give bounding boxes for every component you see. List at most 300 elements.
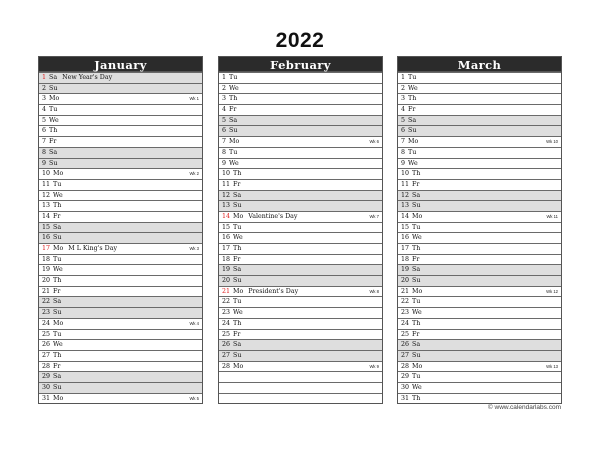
day-of-week: Su xyxy=(233,351,242,359)
day-number: 3 xyxy=(401,95,406,103)
day-row xyxy=(39,147,202,158)
holiday-label: President's Day xyxy=(248,287,299,295)
day-number: 28 xyxy=(222,362,231,370)
day-row xyxy=(39,329,202,340)
day-number: 4 xyxy=(42,106,47,114)
day-of-week: Su xyxy=(49,84,58,92)
day-number: 12 xyxy=(222,191,231,199)
day-list xyxy=(397,72,562,404)
day-row xyxy=(39,222,202,233)
day-of-week: Th xyxy=(412,170,421,178)
day-row xyxy=(398,115,561,126)
day-number: 10 xyxy=(42,170,51,178)
day-number: 15 xyxy=(222,223,231,231)
day-row xyxy=(398,158,561,169)
day-of-week: Fr xyxy=(53,362,61,370)
day-number: 1 xyxy=(42,74,47,81)
day-number: 1 xyxy=(222,74,227,81)
day-row xyxy=(39,168,202,179)
day-of-week: Fr xyxy=(49,138,57,146)
day-row xyxy=(39,243,202,254)
day-row xyxy=(39,382,202,393)
day-of-week: Tu xyxy=(233,223,242,231)
day-number: 17 xyxy=(42,245,51,252)
day-number: 7 xyxy=(401,138,406,146)
day-number: 8 xyxy=(42,148,47,156)
day-of-week: Su xyxy=(412,351,421,359)
month-january xyxy=(38,56,203,404)
week-number: Wk 12 xyxy=(546,288,558,294)
day-of-week: Su xyxy=(233,202,242,210)
day-number: 12 xyxy=(401,191,410,199)
day-of-week: Sa xyxy=(49,74,58,81)
week-number: Wk 5 xyxy=(189,395,199,401)
day-of-week: We xyxy=(412,309,422,317)
day-number: 11 xyxy=(401,180,410,188)
day-row xyxy=(398,200,561,211)
day-of-week: Fr xyxy=(408,106,416,114)
day-of-week: Mo xyxy=(49,95,60,103)
day-number: 23 xyxy=(222,309,231,317)
day-row xyxy=(39,393,202,404)
day-number: 19 xyxy=(401,266,410,274)
day-of-week: Tu xyxy=(229,74,238,81)
day-row xyxy=(219,147,382,158)
day-of-week: Su xyxy=(408,127,417,135)
day-number: 14 xyxy=(222,212,231,220)
day-of-week: We xyxy=(233,234,243,242)
day-row xyxy=(398,83,561,94)
day-of-week: Tu xyxy=(229,148,238,156)
day-of-week: Tu xyxy=(412,223,421,231)
day-of-week: Su xyxy=(412,277,421,285)
day-number: 26 xyxy=(401,341,410,349)
day-number: 22 xyxy=(222,298,231,306)
day-row xyxy=(39,318,202,329)
holiday-label: New Year's Day xyxy=(62,74,113,81)
day-number: 8 xyxy=(222,148,227,156)
day-row xyxy=(398,136,561,147)
week-number: Wk 3 xyxy=(189,246,199,251)
day-row xyxy=(219,243,382,254)
day-of-week: Tu xyxy=(53,180,62,188)
day-row xyxy=(398,190,561,201)
day-of-week: Sa xyxy=(412,266,421,274)
day-number: 18 xyxy=(42,255,51,263)
day-of-week: Tu xyxy=(408,148,417,156)
day-row xyxy=(219,318,382,329)
day-row xyxy=(39,232,202,243)
day-number: 20 xyxy=(401,277,410,285)
day-of-week: Th xyxy=(412,245,421,252)
day-number: 31 xyxy=(401,394,410,402)
day-of-week: Su xyxy=(233,277,242,285)
day-of-week: We xyxy=(233,309,243,317)
day-row xyxy=(398,104,561,115)
day-row xyxy=(219,275,382,286)
day-row xyxy=(39,125,202,136)
day-row xyxy=(219,83,382,94)
day-of-week: Mo xyxy=(53,394,64,402)
day-number: 19 xyxy=(222,266,231,274)
day-number: 29 xyxy=(42,373,51,381)
day-row xyxy=(39,264,202,275)
day-of-week: We xyxy=(53,341,63,349)
month-march xyxy=(397,56,562,404)
day-of-week: Fr xyxy=(233,180,241,188)
day-of-week: Mo xyxy=(53,319,64,327)
day-of-week: Th xyxy=(412,319,421,327)
day-row xyxy=(219,361,382,372)
day-row xyxy=(39,275,202,286)
day-row xyxy=(219,264,382,275)
day-row xyxy=(398,72,561,83)
day-row xyxy=(39,158,202,169)
day-number: 21 xyxy=(222,287,231,295)
day-number: 22 xyxy=(42,298,51,306)
holiday-label: Valentine's Day xyxy=(248,212,298,220)
month-february xyxy=(218,56,383,404)
day-of-week: We xyxy=(412,383,422,391)
day-of-week: Tu xyxy=(49,106,58,114)
day-row xyxy=(219,350,382,361)
day-of-week: Mo xyxy=(233,362,244,370)
day-of-week: We xyxy=(53,266,63,274)
day-number: 14 xyxy=(401,212,410,220)
day-number: 5 xyxy=(401,116,406,124)
month-header: February xyxy=(218,56,383,72)
day-row xyxy=(398,275,561,286)
day-row xyxy=(398,361,561,372)
day-of-week: Tu xyxy=(53,255,62,263)
day-of-week: Sa xyxy=(233,341,242,349)
day-number: 6 xyxy=(222,127,227,135)
day-row xyxy=(398,147,561,158)
day-row xyxy=(398,254,561,265)
day-row xyxy=(398,350,561,361)
day-number: 29 xyxy=(401,373,410,381)
day-number: 27 xyxy=(42,351,51,359)
day-of-week: Sa xyxy=(53,298,62,306)
day-row xyxy=(398,222,561,233)
day-of-week: Th xyxy=(53,202,62,210)
day-of-week: Mo xyxy=(412,362,423,370)
day-of-week: Mo xyxy=(53,245,64,252)
day-of-week: Fr xyxy=(233,330,241,338)
day-number: 5 xyxy=(222,116,227,124)
day-number: 5 xyxy=(42,116,47,124)
day-of-week: Mo xyxy=(233,212,244,220)
day-of-week: Mo xyxy=(229,138,240,146)
day-row xyxy=(219,115,382,126)
day-row xyxy=(219,222,382,233)
empty-row xyxy=(219,371,382,382)
day-row xyxy=(219,168,382,179)
day-row xyxy=(398,125,561,136)
day-number: 7 xyxy=(42,138,47,146)
week-number: Wk 9 xyxy=(369,363,379,369)
day-row xyxy=(398,93,561,104)
day-of-week: Su xyxy=(49,159,58,167)
day-number: 11 xyxy=(42,180,51,188)
day-number: 16 xyxy=(222,234,231,242)
day-number: 25 xyxy=(222,330,231,338)
day-row xyxy=(398,296,561,307)
week-number: Wk 8 xyxy=(369,288,379,294)
year-title: 2022 xyxy=(275,29,325,52)
day-of-week: Fr xyxy=(412,180,420,188)
day-of-week: Sa xyxy=(53,223,62,231)
month-header: January xyxy=(38,56,203,72)
day-number: 23 xyxy=(401,309,410,317)
day-number: 17 xyxy=(401,245,410,252)
day-list xyxy=(38,72,203,404)
day-of-week: Tu xyxy=(408,74,417,81)
day-row xyxy=(398,232,561,243)
day-number: 3 xyxy=(42,95,47,103)
day-number: 30 xyxy=(401,383,410,391)
day-number: 12 xyxy=(42,191,51,199)
day-row xyxy=(219,125,382,136)
day-row xyxy=(219,211,382,222)
day-of-week: Th xyxy=(408,95,417,103)
day-number: 16 xyxy=(401,234,410,242)
day-row xyxy=(39,211,202,222)
day-number: 24 xyxy=(42,319,51,327)
day-number: 9 xyxy=(42,159,47,167)
day-row xyxy=(39,190,202,201)
day-row xyxy=(39,350,202,361)
day-of-week: We xyxy=(53,191,63,199)
day-of-week: Th xyxy=(233,245,242,252)
day-number: 13 xyxy=(401,202,410,210)
day-number: 18 xyxy=(401,255,410,263)
day-row xyxy=(398,211,561,222)
day-row xyxy=(39,179,202,190)
day-number: 22 xyxy=(401,298,410,306)
day-number: 26 xyxy=(222,341,231,349)
day-of-week: Fr xyxy=(233,255,241,263)
day-number: 27 xyxy=(401,351,410,359)
month-header: March xyxy=(397,56,562,72)
day-of-week: Tu xyxy=(53,330,62,338)
day-number: 21 xyxy=(42,287,51,295)
day-of-week: Tu xyxy=(233,298,242,306)
week-number: Wk 4 xyxy=(189,320,199,326)
day-number: 20 xyxy=(42,277,51,285)
day-row xyxy=(39,361,202,372)
day-row xyxy=(219,93,382,104)
day-number: 10 xyxy=(222,170,231,178)
day-number: 4 xyxy=(222,106,227,114)
day-of-week: Mo xyxy=(53,170,64,178)
week-number: Wk 10 xyxy=(546,139,558,145)
day-row xyxy=(219,158,382,169)
day-number: 20 xyxy=(222,277,231,285)
day-number: 7 xyxy=(222,138,227,146)
week-number: Wk 7 xyxy=(369,213,379,219)
day-of-week: Tu xyxy=(412,373,421,381)
day-number: 4 xyxy=(401,106,406,114)
day-number: 14 xyxy=(42,212,51,220)
day-of-week: Mo xyxy=(233,287,244,295)
holiday-label: M L King's Day xyxy=(68,245,118,252)
day-of-week: Th xyxy=(53,277,62,285)
day-of-week: Sa xyxy=(408,116,417,124)
week-number: Wk 13 xyxy=(546,363,558,369)
day-number: 10 xyxy=(401,170,410,178)
day-of-week: We xyxy=(408,84,418,92)
day-number: 31 xyxy=(42,394,51,402)
day-row xyxy=(398,318,561,329)
day-number: 27 xyxy=(222,351,231,359)
day-of-week: Sa xyxy=(229,116,238,124)
day-number: 13 xyxy=(42,202,51,210)
week-number: Wk 11 xyxy=(546,213,558,219)
day-number: 6 xyxy=(42,127,47,135)
day-number: 24 xyxy=(222,319,231,327)
day-of-week: Fr xyxy=(53,287,61,295)
day-number: 9 xyxy=(222,159,227,167)
day-of-week: Mo xyxy=(412,287,423,295)
day-number: 25 xyxy=(42,330,51,338)
day-row xyxy=(39,286,202,297)
day-number: 9 xyxy=(401,159,406,167)
day-number: 6 xyxy=(401,127,406,135)
day-row xyxy=(219,254,382,265)
day-number: 28 xyxy=(401,362,410,370)
day-number: 16 xyxy=(42,234,51,242)
day-number: 2 xyxy=(222,84,227,92)
day-of-week: Mo xyxy=(408,138,419,146)
day-row xyxy=(219,307,382,318)
day-number: 30 xyxy=(42,383,51,391)
day-row xyxy=(219,72,382,83)
day-of-week: Th xyxy=(53,351,62,359)
day-of-week: Sa xyxy=(412,191,421,199)
day-row xyxy=(219,200,382,211)
day-of-week: Su xyxy=(53,234,62,242)
day-row xyxy=(219,232,382,243)
day-of-week: Th xyxy=(49,127,58,135)
day-row xyxy=(39,371,202,382)
day-of-week: Th xyxy=(229,95,238,103)
day-of-week: Fr xyxy=(412,330,420,338)
week-number: Wk 2 xyxy=(189,171,199,177)
day-of-week: We xyxy=(49,116,59,124)
day-row xyxy=(398,339,561,350)
day-row xyxy=(219,296,382,307)
day-row xyxy=(219,286,382,297)
day-row xyxy=(39,200,202,211)
day-of-week: Sa xyxy=(412,341,421,349)
day-row xyxy=(398,393,561,404)
day-row xyxy=(39,104,202,115)
day-of-week: We xyxy=(229,84,239,92)
day-row xyxy=(398,371,561,382)
day-row xyxy=(219,339,382,350)
day-number: 17 xyxy=(222,245,231,252)
day-number: 26 xyxy=(42,341,51,349)
day-number: 13 xyxy=(222,202,231,210)
day-number: 3 xyxy=(222,95,227,103)
day-number: 25 xyxy=(401,330,410,338)
day-row xyxy=(39,254,202,265)
day-of-week: Su xyxy=(53,309,62,317)
day-row xyxy=(398,382,561,393)
day-number: 15 xyxy=(401,223,410,231)
day-row xyxy=(398,243,561,254)
day-of-week: Su xyxy=(229,127,238,135)
day-row xyxy=(39,115,202,126)
day-number: 2 xyxy=(401,84,406,92)
copyright-footer: © www.calendarlabs.com xyxy=(487,404,561,411)
empty-row xyxy=(219,393,382,404)
day-row xyxy=(219,179,382,190)
day-row xyxy=(219,190,382,201)
day-row xyxy=(39,93,202,104)
day-of-week: Sa xyxy=(53,373,62,381)
day-of-week: Th xyxy=(412,394,421,402)
day-number: 23 xyxy=(42,309,51,317)
day-row xyxy=(398,329,561,340)
day-row xyxy=(398,264,561,275)
day-of-week: Th xyxy=(233,319,242,327)
day-of-week: Fr xyxy=(53,212,61,220)
day-number: 2 xyxy=(42,84,47,92)
day-number: 11 xyxy=(222,180,231,188)
day-row xyxy=(39,339,202,350)
day-number: 8 xyxy=(401,148,406,156)
day-number: 1 xyxy=(401,74,406,81)
day-row xyxy=(39,83,202,94)
day-row xyxy=(39,136,202,147)
day-number: 19 xyxy=(42,266,51,274)
day-row xyxy=(398,168,561,179)
day-of-week: Su xyxy=(412,202,421,210)
day-of-week: Sa xyxy=(49,148,58,156)
day-of-week: We xyxy=(408,159,418,167)
empty-row xyxy=(219,382,382,393)
day-of-week: Mo xyxy=(412,212,423,220)
day-row xyxy=(398,307,561,318)
day-row xyxy=(398,286,561,297)
day-of-week: Fr xyxy=(412,255,420,263)
day-of-week: Th xyxy=(233,170,242,178)
day-of-week: Fr xyxy=(229,106,237,114)
day-row xyxy=(219,329,382,340)
day-row xyxy=(39,296,202,307)
week-number: Wk 6 xyxy=(369,139,379,145)
day-of-week: We xyxy=(229,159,239,167)
day-row xyxy=(39,307,202,318)
day-number: 21 xyxy=(401,287,410,295)
day-row xyxy=(219,136,382,147)
week-number: Wk 1 xyxy=(189,96,199,102)
day-list xyxy=(218,72,383,404)
day-number: 28 xyxy=(42,362,51,370)
day-row xyxy=(39,72,202,83)
day-of-week: We xyxy=(412,234,422,242)
day-row xyxy=(219,104,382,115)
day-row xyxy=(398,179,561,190)
day-number: 15 xyxy=(42,223,51,231)
day-of-week: Sa xyxy=(233,266,242,274)
day-of-week: Sa xyxy=(233,191,242,199)
day-of-week: Tu xyxy=(412,298,421,306)
day-number: 24 xyxy=(401,319,410,327)
day-number: 18 xyxy=(222,255,231,263)
